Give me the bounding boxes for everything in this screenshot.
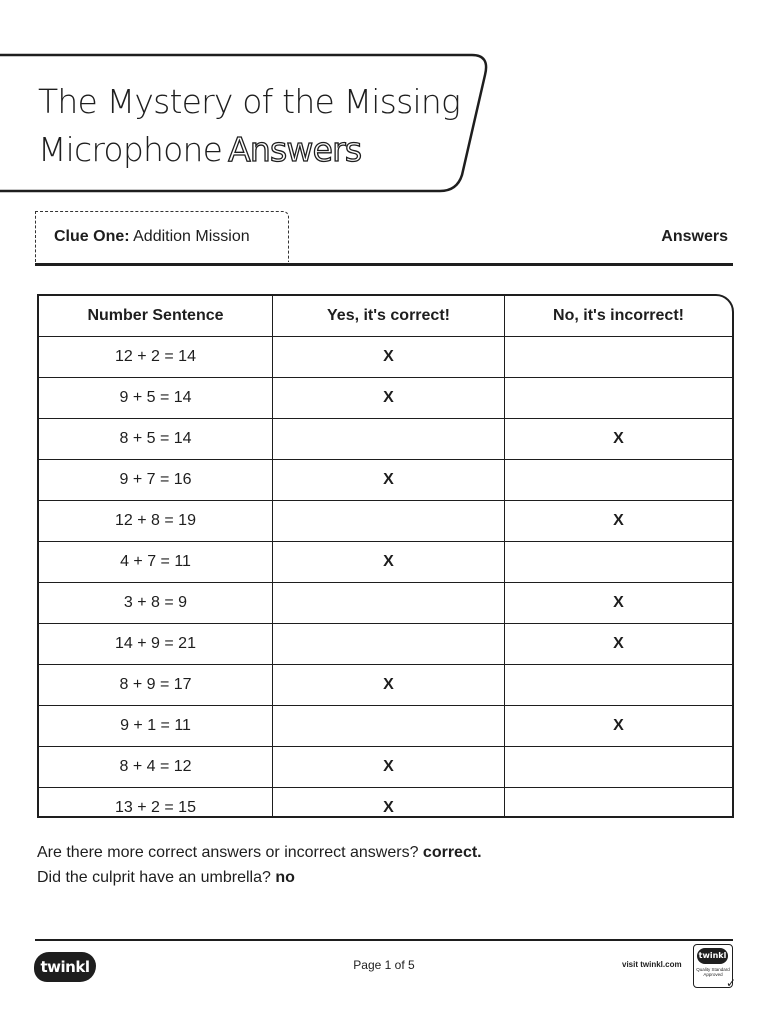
yes-mark: X bbox=[273, 542, 505, 583]
no-mark: X bbox=[505, 419, 733, 460]
visit-link[interactable]: visit twinkl.com bbox=[622, 960, 682, 969]
yes-mark bbox=[273, 624, 505, 665]
number-sentence: 8 + 9 = 17 bbox=[39, 665, 273, 706]
number-sentence: 9 + 1 = 11 bbox=[39, 706, 273, 747]
table-row bbox=[39, 583, 732, 624]
yes-mark bbox=[273, 706, 505, 747]
yes-mark: X bbox=[273, 378, 505, 419]
quality-badge bbox=[693, 944, 736, 990]
table-row bbox=[39, 337, 732, 378]
no-mark: X bbox=[505, 501, 733, 542]
yes-mark: X bbox=[273, 747, 505, 788]
number-sentence: 8 + 5 = 14 bbox=[39, 419, 273, 460]
no-mark: X bbox=[505, 706, 733, 747]
table-row bbox=[39, 788, 732, 819]
table-row bbox=[39, 378, 732, 419]
column-header-sentence: Number Sentence bbox=[39, 296, 273, 337]
clue-heading bbox=[54, 228, 250, 246]
no-mark: X bbox=[505, 583, 733, 624]
number-sentence: 9 + 5 = 14 bbox=[39, 378, 273, 419]
number-sentence: 3 + 8 = 9 bbox=[39, 583, 273, 624]
table-row bbox=[39, 419, 732, 460]
yes-mark: X bbox=[273, 337, 505, 378]
yes-mark bbox=[273, 583, 505, 624]
answers-table bbox=[37, 294, 734, 818]
table-header-row bbox=[39, 296, 732, 337]
badge-logo: twinkl bbox=[697, 948, 728, 964]
table-row bbox=[39, 747, 732, 788]
page-title-answers: Answers bbox=[228, 130, 362, 169]
no-mark bbox=[505, 337, 733, 378]
question-more-correct bbox=[37, 844, 482, 862]
table-row bbox=[39, 665, 732, 706]
page-title-word: Microphone bbox=[38, 130, 223, 169]
clue-label: Clue One: bbox=[54, 228, 130, 245]
no-mark bbox=[505, 747, 733, 788]
question-answer: no bbox=[275, 869, 295, 886]
page-title-line2 bbox=[38, 130, 361, 169]
clue-title: Addition Mission bbox=[133, 228, 250, 245]
badge-text: Quality Standard Approved bbox=[696, 967, 730, 977]
question-text: Did the culprit have an umbrella? bbox=[37, 869, 271, 886]
no-mark: X bbox=[505, 624, 733, 665]
no-mark bbox=[505, 788, 733, 819]
yes-mark bbox=[273, 419, 505, 460]
number-sentence: 14 + 9 = 21 bbox=[39, 624, 273, 665]
no-mark bbox=[505, 665, 733, 706]
question-answer: correct. bbox=[422, 844, 482, 861]
number-sentence: 9 + 7 = 16 bbox=[39, 460, 273, 501]
no-mark bbox=[505, 460, 733, 501]
column-header-no: No, it's incorrect! bbox=[505, 296, 733, 337]
footer-divider bbox=[35, 939, 733, 941]
table-row bbox=[39, 542, 732, 583]
no-mark bbox=[505, 542, 733, 583]
number-sentence: 8 + 4 = 12 bbox=[39, 747, 273, 788]
table-row bbox=[39, 624, 732, 665]
column-header-yes: Yes, it's correct! bbox=[273, 296, 505, 337]
yes-mark: X bbox=[273, 665, 505, 706]
number-sentence: 4 + 7 = 11 bbox=[39, 542, 273, 583]
table-row bbox=[39, 501, 732, 542]
question-umbrella bbox=[37, 869, 295, 887]
table-row bbox=[39, 460, 732, 501]
header-divider bbox=[35, 263, 733, 266]
check-icon: ✓ bbox=[725, 976, 736, 990]
twinkl-logo[interactable]: twinkl bbox=[34, 952, 96, 982]
page-title-line1: The Mystery of the Missing bbox=[38, 82, 460, 121]
no-mark bbox=[505, 378, 733, 419]
number-sentence: 12 + 2 = 14 bbox=[39, 337, 273, 378]
number-sentence: 12 + 8 = 19 bbox=[39, 501, 273, 542]
table-row bbox=[39, 706, 732, 747]
page-number: Page 1 of 5 bbox=[353, 958, 415, 972]
answers-label: Answers bbox=[661, 228, 728, 245]
yes-mark: X bbox=[273, 788, 505, 819]
number-sentence: 13 + 2 = 15 bbox=[39, 788, 273, 819]
yes-mark bbox=[273, 501, 505, 542]
question-text: Are there more correct answers or incorrect answers? bbox=[37, 844, 419, 861]
yes-mark: X bbox=[273, 460, 505, 501]
